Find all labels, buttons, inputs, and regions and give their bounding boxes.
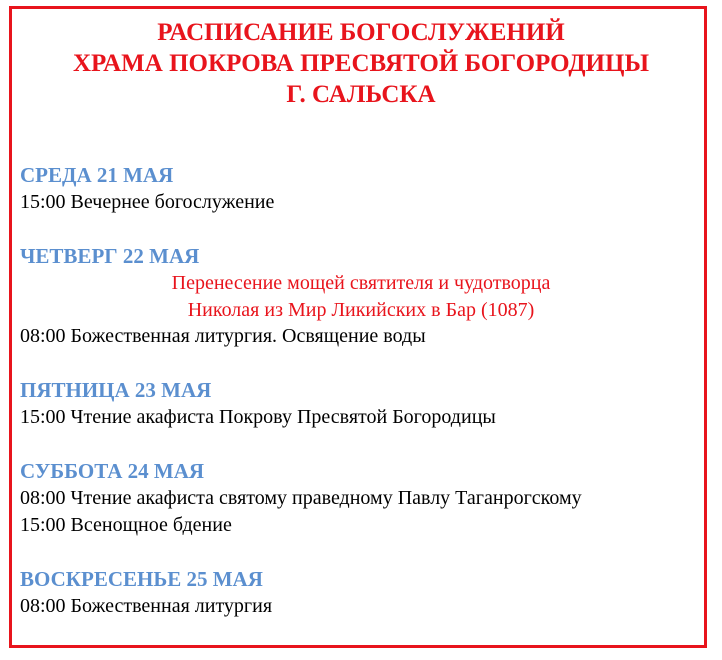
service-item: 08:00 Божественная литургия. Освящение воды — [20, 325, 426, 347]
title-line: РАСПИСАНИЕ БОГОСЛУЖЕНИЙ — [157, 19, 565, 46]
schedule-title — [0, 17, 722, 110]
service-item: 15:00 Всенощное бдение — [20, 514, 232, 536]
day-heading-sunday: ВОСКРЕСЕНЬЕ 25 МАЯ — [20, 567, 263, 591]
feast-line: Николая из Мир Ликийских в Бар (1087) — [187, 299, 535, 321]
title-line: Г. САЛЬСКА — [286, 81, 436, 108]
service-item: 15:00 Чтение акафиста Покрову Пресвятой Богородицы — [20, 406, 496, 428]
title-line: ХРАМА ПОКРОВА ПРЕСВЯТОЙ БОГОРОДИЦЫ — [73, 50, 649, 77]
day-heading-thursday: ЧЕТВЕРГ 22 МАЯ — [20, 244, 200, 268]
service-item: 08:00 Божественная литургия — [20, 595, 273, 617]
day-heading-friday: ПЯТНИЦА 23 МАЯ — [20, 378, 212, 402]
day-heading-saturday: СУББОТА 24 МАЯ — [20, 459, 205, 483]
day-heading-wednesday: СРЕДА 21 МАЯ — [20, 163, 174, 187]
service-item: 15:00 Вечернее богослужение — [20, 191, 275, 213]
feast-line: Перенесение мощей святителя и чудотворца — [171, 272, 551, 294]
service-item: 08:00 Чтение акафиста святому праведному Павлу Таганрогскому — [20, 487, 582, 509]
